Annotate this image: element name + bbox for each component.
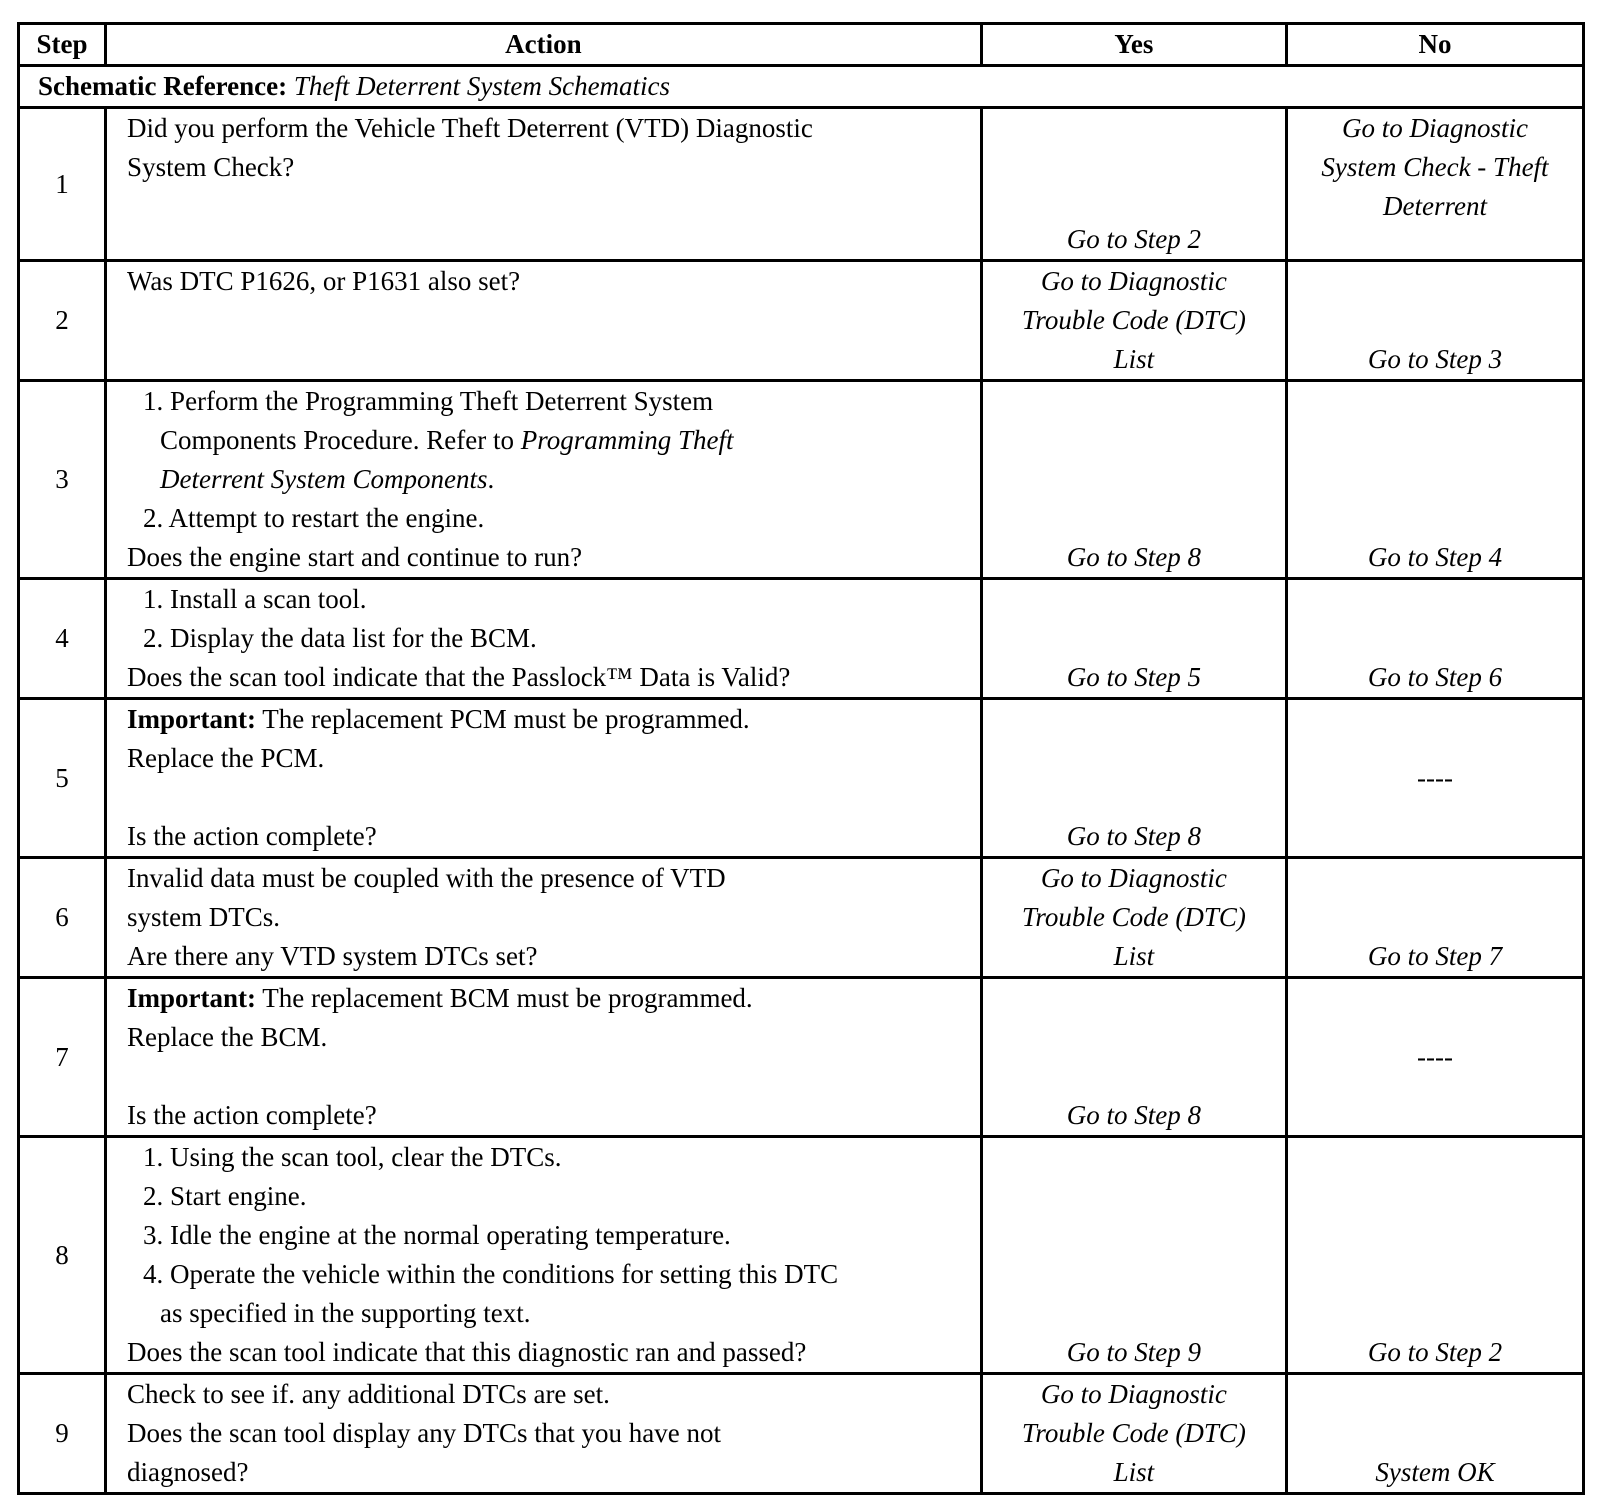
action-cell	[106, 858, 982, 978]
no-link[interactable]: System OK	[1375, 1457, 1495, 1487]
schematic-reference	[19, 66, 1584, 108]
yes-cell	[981, 108, 1286, 261]
action-text-part: Components Procedure. Refer to	[160, 425, 521, 455]
action-text: Replace the BCM.	[127, 1022, 328, 1052]
table-row	[19, 579, 1584, 699]
action-text: Did you perform the Vehicle Theft Deterrent (VTD) Diagnostic	[127, 113, 813, 143]
action-text: System Check?	[127, 152, 295, 182]
yes-link[interactable]: Go to Step 2	[1066, 224, 1201, 254]
reference-link[interactable]: Deterrent System Components	[160, 464, 488, 494]
action-text: Does the scan tool indicate that the Passlock™ Data is Valid?	[127, 662, 791, 692]
no-link[interactable]: Go to Step 7	[1367, 941, 1503, 971]
spacer	[127, 1057, 972, 1096]
action-text	[127, 460, 972, 499]
no-link[interactable]: Go to Diagnostic	[1341, 113, 1528, 143]
table-row	[19, 261, 1584, 381]
action-text: 2. Display the data list for the BCM.	[143, 623, 537, 653]
important-label: Important:	[127, 704, 257, 734]
no-link[interactable]: Go to Step 2	[1367, 1337, 1503, 1367]
action-text: 1. Using the scan tool, clear the DTCs.	[143, 1142, 562, 1172]
yes-cell	[981, 261, 1286, 381]
action-text: 4. Operate the vehicle within the conditions for setting this DTC	[143, 1259, 839, 1289]
action-cell	[106, 1137, 982, 1374]
table-row	[19, 381, 1584, 579]
action-text: Does the engine start and continue to run?	[127, 542, 583, 572]
no-cell	[1286, 579, 1583, 699]
yes-link[interactable]: Go to Step 8	[1066, 1100, 1201, 1130]
no-link[interactable]: System Check - Theft	[1321, 152, 1549, 182]
yes-link[interactable]: Trouble Code (DTC)	[1021, 902, 1246, 932]
yes-cell	[981, 858, 1286, 978]
yes-link[interactable]: Go to Step 5	[1066, 662, 1201, 692]
yes-link[interactable]: Go to Step 9	[1066, 1337, 1201, 1367]
header-action: Action	[106, 24, 982, 66]
schematic-label: Schematic Reference:	[38, 71, 288, 101]
table-row	[19, 1374, 1584, 1494]
diagnostic-table	[17, 22, 1585, 1495]
no-cell	[1286, 108, 1583, 261]
yes-cell	[981, 1374, 1286, 1494]
action-cell	[106, 108, 982, 261]
yes-link[interactable]: List	[1113, 941, 1155, 971]
step-number: 4	[19, 579, 106, 699]
table-row	[19, 1137, 1584, 1374]
table-row	[19, 978, 1584, 1137]
step-number: 7	[19, 978, 106, 1137]
action-text: Does the scan tool indicate that this diagnostic ran and passed?	[127, 1337, 807, 1367]
reference-link[interactable]: Programming Theft	[520, 425, 734, 455]
step-number: 8	[19, 1137, 106, 1374]
no-cell	[1286, 1137, 1583, 1374]
action-text	[127, 979, 972, 1018]
schematic-reference-row	[19, 66, 1584, 108]
yes-link[interactable]: Go to Step 8	[1066, 542, 1201, 572]
action-cell	[106, 381, 982, 579]
action-text: Replace the PCM.	[127, 743, 325, 773]
action-text	[127, 421, 972, 460]
action-text: 2. Start engine.	[143, 1181, 307, 1211]
step-number: 2	[19, 261, 106, 381]
action-text: 2. Attempt to restart the engine.	[143, 503, 485, 533]
no-link[interactable]: Go to Step 4	[1367, 542, 1503, 572]
yes-link[interactable]: Go to Step 8	[1066, 821, 1201, 851]
action-text: Check to see if. any additional DTCs are set.	[127, 1379, 610, 1409]
no-cell	[1286, 978, 1583, 1137]
step-number: 3	[19, 381, 106, 579]
yes-cell	[981, 699, 1286, 858]
action-cell	[106, 579, 982, 699]
action-cell	[106, 978, 982, 1137]
no-cell	[1286, 261, 1583, 381]
action-text	[127, 700, 972, 739]
header-no: No	[1286, 24, 1583, 66]
action-cell	[106, 699, 982, 858]
yes-cell	[981, 978, 1286, 1137]
action-text: Is the action complete?	[127, 1100, 377, 1130]
table-row	[19, 858, 1584, 978]
yes-link[interactable]: Go to Diagnostic	[1040, 266, 1227, 296]
header-row	[19, 24, 1584, 66]
no-dash: ----	[1416, 762, 1453, 793]
step-number: 6	[19, 858, 106, 978]
action-text: as specified in the supporting text.	[160, 1298, 531, 1328]
action-text: Are there any VTD system DTCs set?	[127, 941, 538, 971]
yes-cell	[981, 381, 1286, 579]
action-text-part: The replacement BCM must be programmed.	[256, 983, 753, 1013]
table-row	[19, 108, 1584, 261]
action-text: 3. Idle the engine at the normal operating temperature.	[143, 1220, 731, 1250]
no-cell	[1286, 381, 1583, 579]
no-link[interactable]: Deterrent	[1382, 191, 1487, 221]
important-label: Important:	[127, 983, 257, 1013]
yes-link[interactable]: Trouble Code (DTC)	[1021, 1418, 1246, 1448]
no-cell	[1286, 1374, 1583, 1494]
action-text-part: The replacement PCM must be programmed.	[256, 704, 750, 734]
action-text: diagnosed?	[127, 1457, 249, 1487]
action-text: Invalid data must be coupled with the presence of VTD	[127, 863, 726, 893]
action-text: Does the scan tool display any DTCs that you have not	[127, 1418, 721, 1448]
no-cell	[1286, 699, 1583, 858]
step-number: 1	[19, 108, 106, 261]
action-text: Was DTC P1626, or P1631 also set?	[127, 266, 521, 296]
action-cell	[106, 261, 982, 381]
action-cell	[106, 1374, 982, 1494]
no-dash: ----	[1416, 1041, 1453, 1072]
schematic-link[interactable]: Theft Deterrent System Schematics	[293, 71, 671, 101]
yes-link[interactable]: List	[1113, 344, 1155, 374]
action-text-part: .	[487, 464, 495, 494]
yes-link[interactable]: Go to Diagnostic	[1040, 1379, 1227, 1409]
no-cell	[1286, 858, 1583, 978]
action-text: Is the action complete?	[127, 821, 377, 851]
header-yes: Yes	[981, 24, 1286, 66]
spacer	[127, 778, 972, 817]
action-text: 1. Install a scan tool.	[143, 584, 367, 614]
yes-link[interactable]: Trouble Code (DTC)	[1021, 305, 1246, 335]
action-text: system DTCs.	[127, 902, 281, 932]
yes-link[interactable]: Go to Diagnostic	[1040, 863, 1227, 893]
step-number: 9	[19, 1374, 106, 1494]
yes-cell	[981, 579, 1286, 699]
step-number: 5	[19, 699, 106, 858]
yes-link[interactable]: List	[1113, 1457, 1155, 1487]
table-row	[19, 699, 1584, 858]
no-link[interactable]: Go to Step 6	[1367, 662, 1503, 692]
header-step: Step	[19, 24, 106, 66]
yes-cell	[981, 1137, 1286, 1374]
action-text: 1. Perform the Programming Theft Deterrent System	[143, 386, 714, 416]
no-link[interactable]: Go to Step 3	[1367, 344, 1503, 374]
